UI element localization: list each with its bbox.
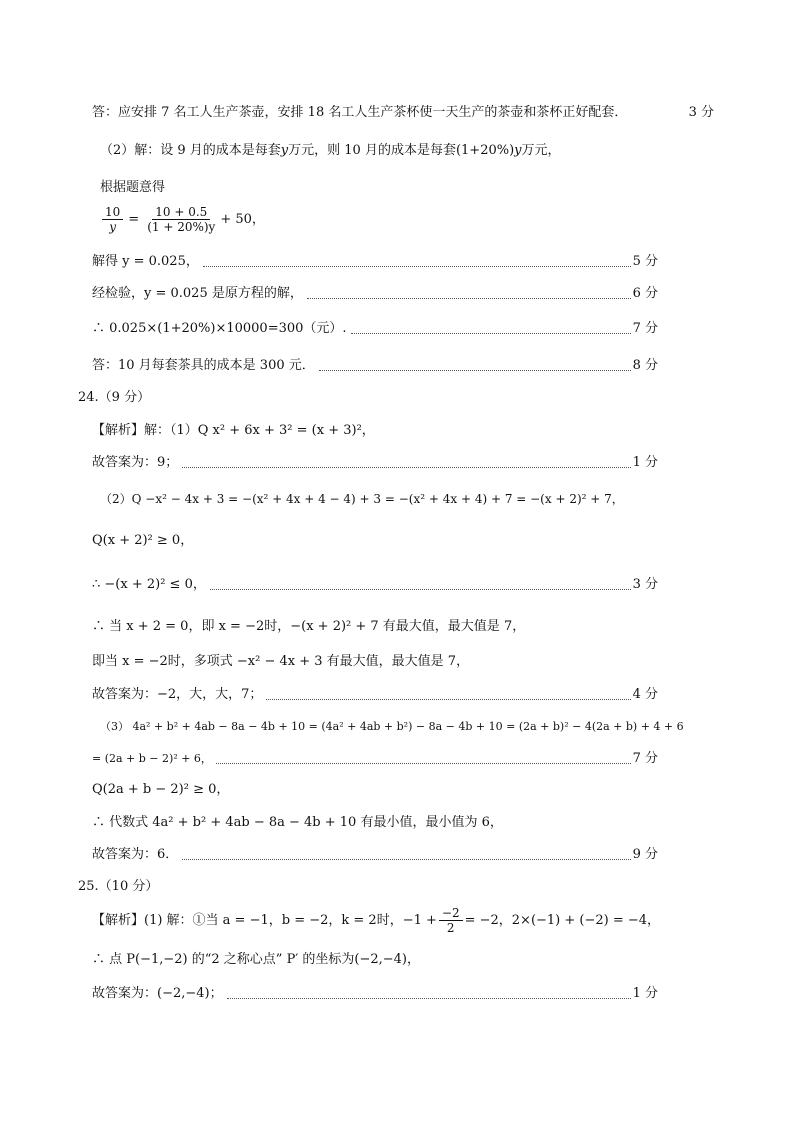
line-text: 答：应安排 7 名工人生产茶壶，安排 18 名工人生产茶杯使一天生产的茶壶和茶杯正好配套． [92, 105, 628, 120]
dot-leader [216, 762, 631, 764]
question-24-heading: 24.（9 分） [78, 390, 151, 405]
dot-leader [182, 466, 630, 468]
q25-answer1: 故答案为：(−2,−4)； 1 分 [92, 986, 658, 1001]
q25-point-line: ∴ 点 P(−1,−2) 的“2 之称心点” P′ 的坐标为(−2,−4)， [92, 952, 421, 967]
solution-setup-line: （2）解：设 9 月的成本是每套𝑦万元，则 10 月的成本是每套(1+20%)𝑦万元， [100, 143, 561, 158]
dot-leader [319, 369, 631, 371]
q24-part3-line: （3） 4a² + b² + 4ab − 8a − 4b + 10 = (4a² + 4ab + b²) − 8a − 4b + 10 = (2a + b)² − 4(2a + b) + 4 + 6 [100, 720, 684, 733]
dot-leader [182, 858, 630, 860]
q24-min-line: ∴ 代数式 4a² + b² + 4ab − 8a − 4b + 10 有最小值，最小值为 6， [92, 815, 503, 830]
fraction-right: $\frac{10 + 0.5}{(1 + 20\%)y}$ [147, 205, 216, 234]
q24-completed-square: = (2a + b − 2)² + 6， 7 分 [92, 751, 658, 766]
fraction-left: $\frac{10}{y}$ [102, 205, 123, 234]
q24-answer1: 故答案为：9； 1 分 [92, 455, 658, 470]
q24-square-nonneg: Q(x + 2)² ≥ 0， [92, 533, 194, 548]
q24-max-poly-line: 即当 x = −2时，多项式 −x² − 4x + 3 有最大值，最大值是 7， [92, 654, 470, 669]
dot-leader [227, 997, 631, 999]
score: 1 分 [632, 455, 658, 470]
equation-intro: 根据题意得 [100, 180, 166, 195]
q24-part2-line: （2）Q −x² − 4x + 3 = −(x² + 4x + 4 − 4) + 3 = −(x² + 4x + 4) + 7 = −(x + 2)² + 7， [100, 492, 624, 506]
equation-tail: + 50， [220, 211, 265, 227]
score: 3 分 [688, 105, 714, 120]
q25-part1-line: 【解析】(1) 解：①当 a = −1，b = −2，k = 2时，−1 + $\frac{-2}{2}$ = −2，2×(−1) + (−2) = −4， [92, 906, 661, 935]
score: 8 分 [632, 358, 658, 373]
q24-part3-nonneg: Q(2a + b − 2)² ≥ 0， [92, 782, 230, 797]
question-25-heading: 25.（10 分） [78, 879, 159, 894]
dot-leader [307, 297, 631, 299]
answer-line-teapot [92, 104, 714, 122]
score: 3 分 [632, 577, 658, 592]
score: 5 分 [632, 254, 658, 269]
score: 7 分 [632, 321, 658, 336]
q24-neg-square: ∴ −(x + 2)² ≤ 0， 3 分 [92, 577, 658, 592]
score: 9 分 [632, 847, 658, 862]
score: 6 分 [632, 286, 658, 301]
fraction-neg2-over-2: $\frac{-2}{2}$ [439, 906, 463, 935]
solve-line: 解得 y = 0.025， 5 分 [92, 254, 658, 269]
score: 1 分 [632, 986, 658, 1001]
q24-answer3: 故答案为：6． 9 分 [92, 847, 658, 862]
q24-max-line: ∴ 当 x + 2 = 0，即 x = −2时，−(x + 2)² + 7 有最大值，最大值是 7， [92, 619, 526, 634]
q24-part1-line: 【解析】解：（1）Q x² + 6x + 3² = (x + 3)²， [92, 423, 375, 438]
fraction-equation: $\frac{10}{y}$ = $\frac{10 + 0.5}{(1 + 20\%)y}$ + 50， [100, 205, 265, 234]
compute-line: ∴ 0.025×(1+20%)×10000=300（元）. 7 分 [92, 321, 658, 336]
check-line: 经检验，y = 0.025 是原方程的解， 6 分 [92, 286, 658, 301]
score: 7 分 [632, 751, 658, 766]
score: 4 分 [632, 687, 658, 702]
dot-leader [203, 265, 631, 267]
dot-leader [210, 588, 631, 590]
q24-answer2: 故答案为：−2，大，大，7； 4 分 [92, 687, 658, 702]
answer-line-cost: 答：10 月每套茶具的成本是 300 元． 8 分 [92, 358, 658, 373]
dot-leader [351, 332, 631, 334]
dot-leader [266, 698, 630, 700]
